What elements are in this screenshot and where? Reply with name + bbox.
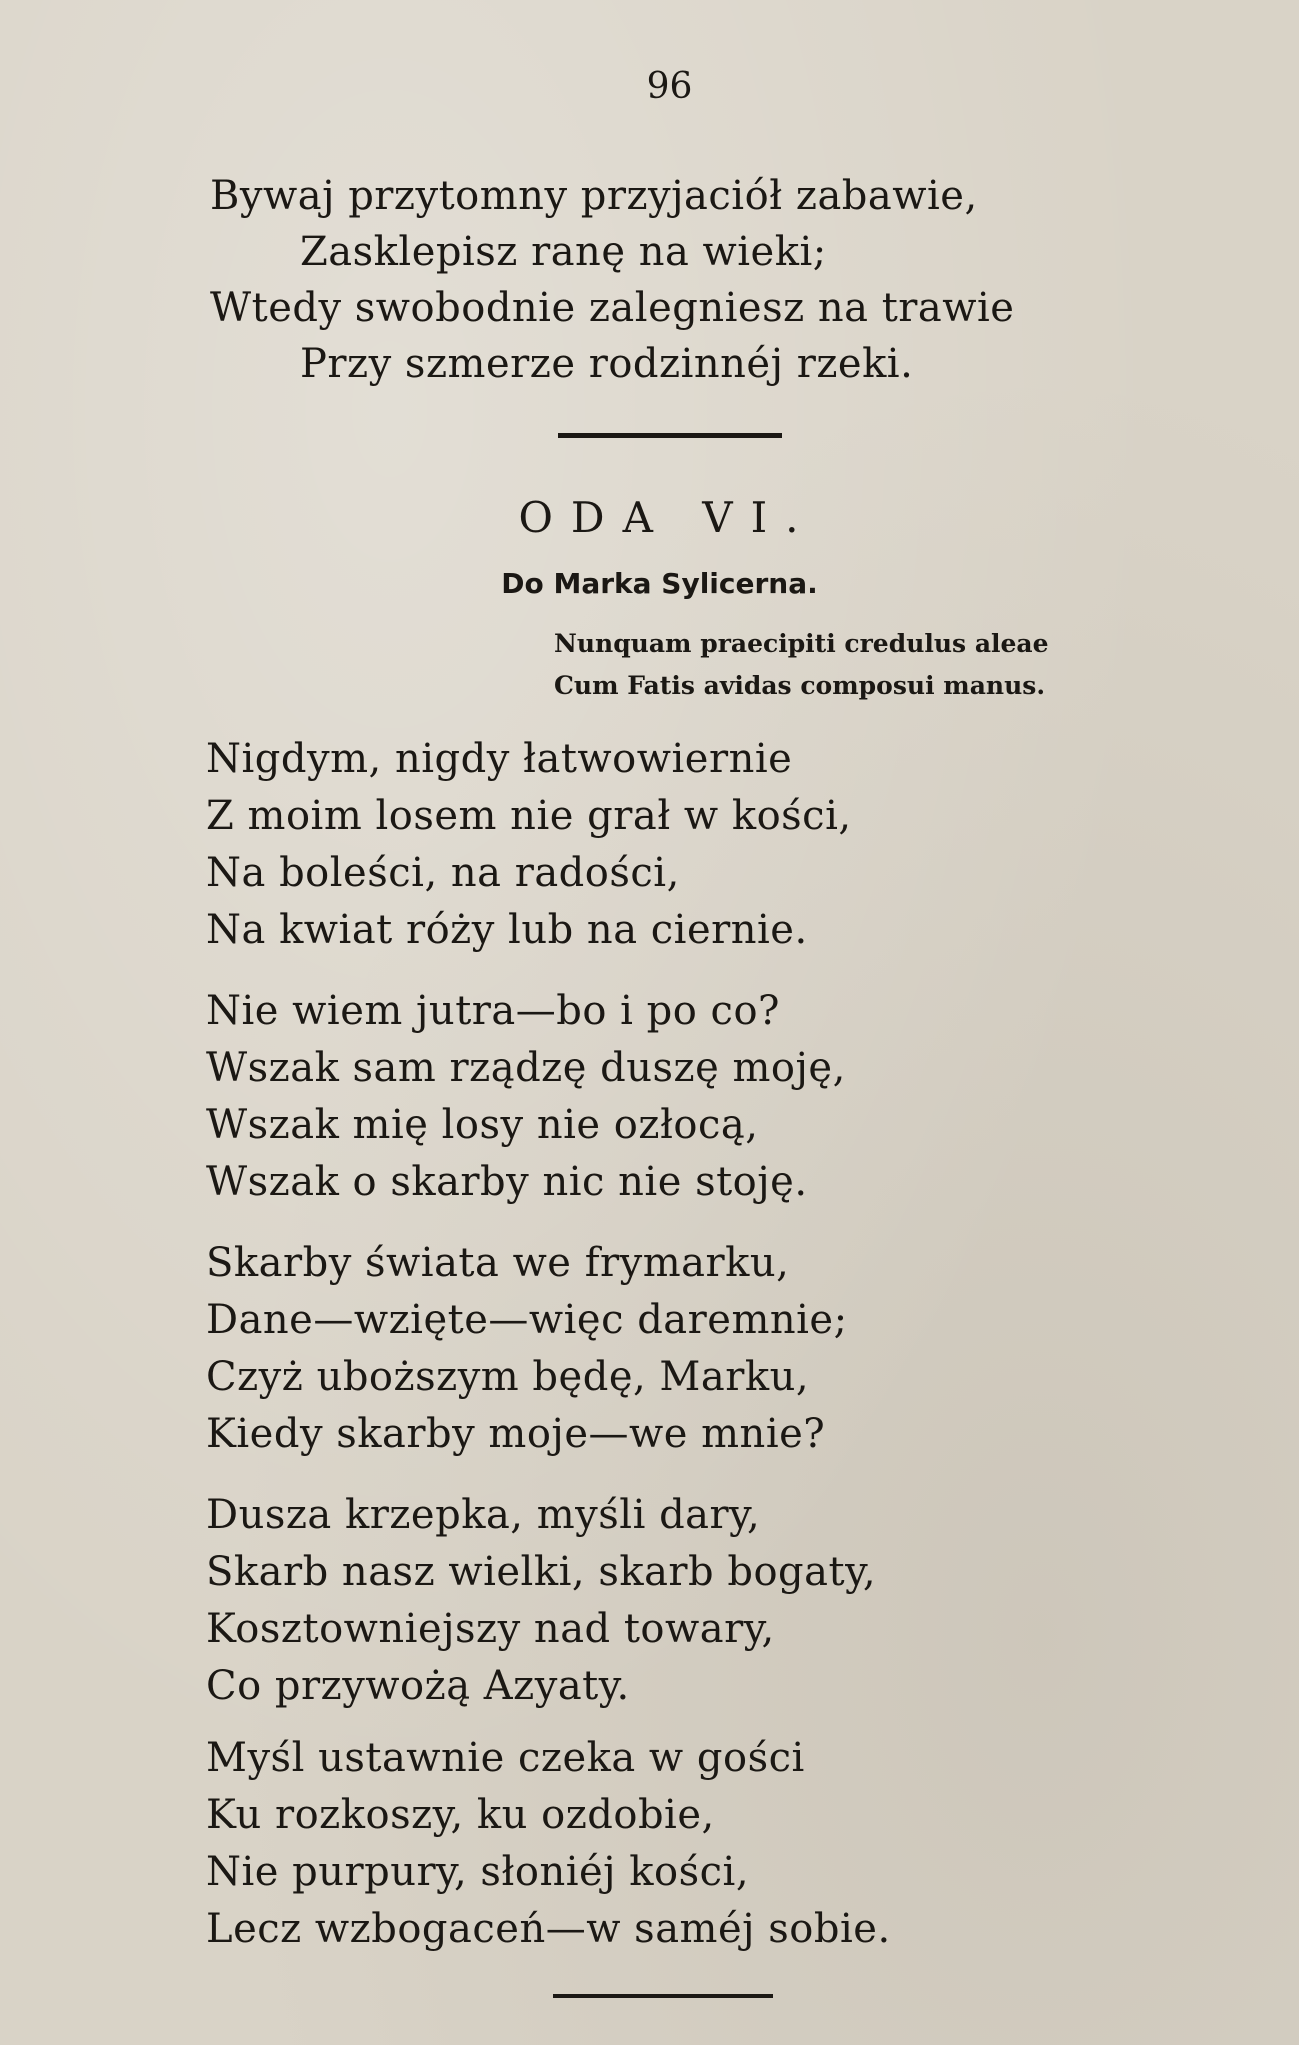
verse-line: Dusza krzepka, myśli dary, [206,1492,761,1538]
verse-line: Co przywożą Azyaty. [206,1663,630,1709]
verse-line: Skarby świata we frymarku, [206,1240,790,1286]
verse-line: Wszak sam rządzę duszę moję, [206,1045,846,1091]
stanza-5 [206,1730,891,1958]
verse-line: Czyż uboższym będę, Marku, [206,1354,810,1400]
section-divider [558,433,782,438]
verse-line: Ku rozkoszy, ku ozdobie, [206,1792,715,1838]
verse-line: Wtedy swobodnie zalegniesz na trawie [210,285,1015,331]
section-divider [553,1994,773,1998]
stanza-3 [206,1235,848,1463]
verse-line: Lecz wzbogaceń—w saméj sobie. [206,1906,891,1952]
stanza-1 [206,731,852,959]
verse-line: Myśl ustawnie czeka w gości [206,1735,805,1781]
epigraph-line: Cum Fatis avidas composui manus. [554,671,1046,700]
stanza-4 [206,1487,876,1715]
ode-title: ODA VI. [518,493,817,542]
top-stanza [210,168,1014,392]
epigraph-line: Nunquam praecipiti credulus aleae [554,629,1049,658]
verse-line: Kiedy skarby moje—we mnie? [206,1411,826,1457]
ode-dedication: Do Marka Sylicerna. [501,567,818,600]
verse-line: Nigdym, nigdy łatwowiernie [206,736,793,782]
verse-line: Na boleści, na radości, [206,850,680,896]
verse-line: Skarb nasz wielki, skarb bogaty, [206,1549,877,1595]
verse-line: Bywaj przytomny przyjaciół zabawie, [210,173,978,219]
verse-line: Z moim losem nie grał w kości, [206,793,852,839]
verse-line: Nie purpury, słoniéj kości, [206,1849,750,1895]
verse-line: Nie wiem jutra—bo i po co? [206,988,780,1034]
verse-line: Wszak o skarby nic nie stoję. [206,1159,808,1205]
verse-line: Dane—wzięte—więc daremnie; [206,1297,848,1343]
verse-line: Wszak mię losy nie ozłocą, [206,1102,759,1148]
verse-line: Zasklepisz ranę na wieki; [300,229,827,275]
latin-epigraph [554,623,1049,707]
stanza-2 [206,983,846,1211]
verse-line: Kosztowniejszy nad towary, [206,1606,775,1652]
verse-line: Przy szmerze rodzinnéj rzeki. [300,341,914,387]
page-number: 96 [646,66,693,107]
verse-line: Na kwiat róży lub na ciernie. [206,907,808,953]
